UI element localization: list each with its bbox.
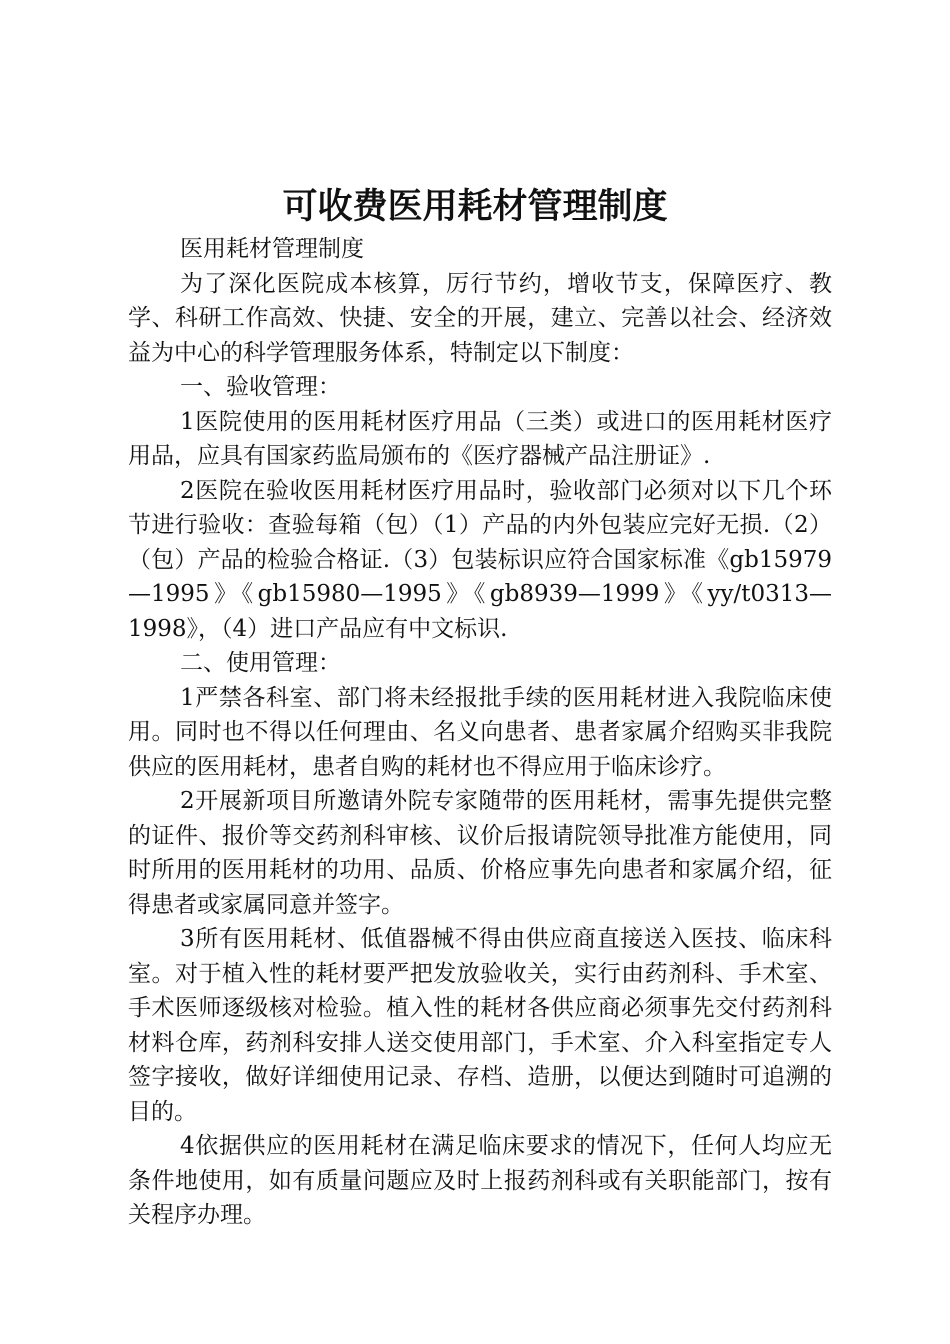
- paragraph-intro: 为了深化医院成本核算，厉行节约，增收节支，保障医疗、教学、科研工作高效、快捷、安全的开展，建立、完善以社会、经济效益为中心的科学管理服务体系，特制定以下制度：: [128, 270, 832, 366]
- paragraph-usage-3: 3所有医用耗材、低值器械不得由供应商直接送入医技、临床科室。对于植入性的耗材要严把发放验收关，实行由药剂科、手术室、手术医师逐级核对检验。植入性的耗材各供应商必须事先交付药剂科材料仓库，药剂科安排人送交使用部门，手术室、介入科室指定专人签字接收，做好详细使用记录、存档、造册，以便达到随时可追溯的目的。: [128, 926, 832, 1125]
- paragraph-usage-4: 4依据供应的医用耗材在满足临床要求的情况下，任何人均应无条件地使用，如有质量问题应及时上报药剂科或有关职能部门，按有关程序办理。: [128, 1133, 832, 1228]
- document-body: [128, 232, 832, 1233]
- section-heading-usage: 二、使用管理：: [180, 650, 341, 676]
- document-title: 可收费医用耗材管理制度: [282, 187, 668, 227]
- section-heading-acceptance: 一、验收管理：: [180, 374, 341, 400]
- paragraph-usage-2: 2开展新项目所邀请外院专家随带的医用耗材，需事先提供完整的证件、报价等交药剂科审核、议价后报请院领导批准方能使用，同时所用的医用耗材的功用、品质、价格应事先向患者和家属介绍，征得患者或家属同意并签字。: [128, 788, 832, 918]
- paragraph-usage-1: 1严禁各科室、部门将未经报批手续的医用耗材进入我院临床使用。同时也不得以任何理由、名义向患者、患者家属介绍购买非我院供应的医用耗材，患者自购的耗材也不得应用于临床诊疗。: [128, 684, 832, 780]
- paragraph-acceptance-2: 2医院在验收医用耗材医疗用品时，验收部门必须对以下几个环节进行验收：查验每箱（包）（1）产品的内外包装应完好无损.（2）（包）产品的检验合格证.（3）包装标识应符合国家标准《gb15979—1995》《gb15980—1995》《gb8939—1999》《yy/t0313—1998》，（4）进口产品应有中文标识.: [128, 477, 832, 642]
- paragraph-acceptance-1: 1医院使用的医用耗材医疗用品（三类）或进口的医用耗材医疗用品，应具有国家药监局颁布的《医疗器械产品注册证》.: [128, 408, 832, 469]
- paragraph-subtitle: 医用耗材管理制度: [180, 236, 364, 262]
